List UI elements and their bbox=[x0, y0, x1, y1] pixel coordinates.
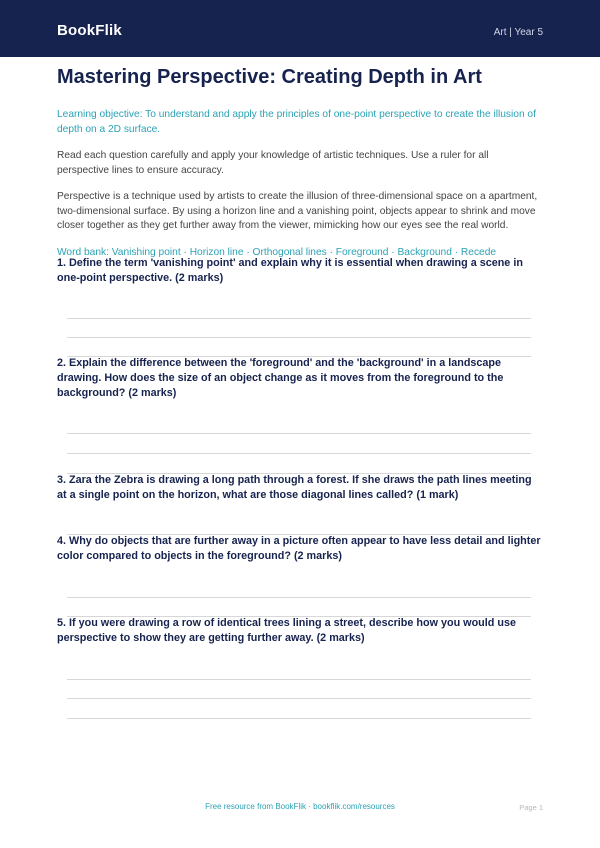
answer-line[interactable] bbox=[67, 453, 531, 454]
answer-line[interactable] bbox=[67, 679, 531, 680]
answer-line[interactable] bbox=[67, 718, 531, 719]
instructions-text: Read each question carefully and apply your knowledge of artistic techniques. Use a ruler for all perspective lines to ensure accuracy. bbox=[57, 150, 489, 176]
subject-label: Art | Year 5 bbox=[493, 27, 543, 38]
answer-line[interactable] bbox=[67, 698, 531, 699]
word-bank: Word bank: Vanishing point · Horizon line · Orthogonal lines · Foreground · Background · Recede bbox=[57, 246, 497, 258]
page-title: Mastering Perspective: Creating Depth in Art bbox=[57, 66, 482, 88]
header-bar bbox=[0, 0, 600, 57]
answer-line[interactable] bbox=[67, 433, 531, 434]
intro-section bbox=[57, 67, 543, 260]
answer-line[interactable] bbox=[67, 597, 531, 598]
answer-line[interactable] bbox=[67, 318, 531, 319]
question-2: 2. Explain the difference between the 'foreground' and the 'background' in a landscape drawing. How does the size of an object change as it moves from the foreground to the background? (2 marks) bbox=[57, 357, 504, 399]
intro-paragraph: Perspective is a technique used by artists to create the illusion of three-dimensional space on a apartment, two-dimensional surface. By using a horizon line and a vanishing point, objects appear to shrink and move closer together as they get further away from the viewer, mimicking how our eyes see the real world. bbox=[57, 191, 538, 231]
learning-objective: Learning objective: To understand and apply the principles of one-point perspective to create the illusion of depth on a 2D surface. bbox=[57, 109, 536, 135]
question-4: 4. Why do objects that are further away in a picture often appear to have less detail and lighter color compared to objects in the foreground? (2 marks) bbox=[57, 535, 541, 562]
question-3: 3. Zara the Zebra is drawing a long path through a forest. If she draws the path lines meeting at a single point on the horizon, what are those diagonal lines called? (1 mark) bbox=[57, 474, 532, 501]
question-5: 5. If you were drawing a row of identical trees lining a street, describe how you would use perspective to show they are getting further away. (2 marks) bbox=[57, 617, 516, 644]
footer-link[interactable]: Free resource from BookFlik · bookflik.com/resources bbox=[205, 802, 395, 811]
page-number: Page 1 bbox=[519, 803, 543, 812]
brand-logo[interactable]: BookFlik bbox=[57, 22, 122, 39]
question-1: 1. Define the term 'vanishing point' and explain why it is essential when drawing a scene in one-point perspective. (2 marks) bbox=[57, 257, 523, 284]
answer-line[interactable] bbox=[67, 337, 531, 338]
